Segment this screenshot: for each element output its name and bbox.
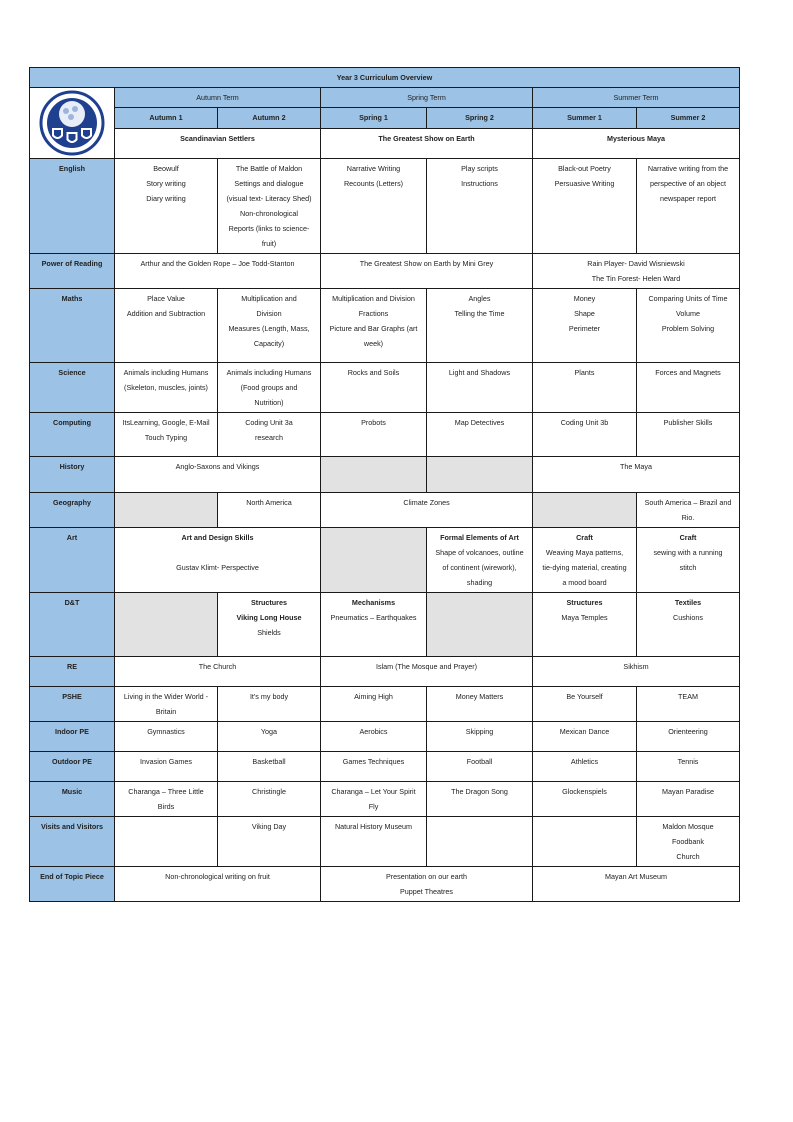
cell-line: Fractions: [358, 309, 389, 318]
cell-line: TEAM: [678, 692, 698, 701]
curriculum-table: [29, 67, 740, 902]
cell-line: Problem Solving: [661, 324, 715, 333]
cell-history-spring-2-empty: [427, 457, 533, 493]
cell-outdoor-pe-spring-1: [321, 752, 427, 782]
cell-line: Addition and Subtraction: [126, 309, 206, 318]
row-pshe: [30, 687, 740, 722]
title-row: [30, 68, 740, 88]
term-spring: Spring Term: [321, 88, 533, 108]
cell-indoor-pe-spring-2: [427, 722, 533, 752]
cell-geography-autumn-2: [218, 493, 321, 528]
cell-pshe-autumn-1: [115, 687, 218, 722]
cell-line: Arthur and the Golden Rope – Joe Todd-Stanton: [140, 259, 295, 268]
cell-line: The Dragon Song: [451, 787, 508, 796]
cell-line: Reports (links to science-: [228, 224, 310, 233]
cell-line: Gymnastics: [147, 727, 185, 736]
term-autumn: Autumn Term: [115, 88, 321, 108]
cell-line: Money: [573, 294, 596, 303]
cell-end-topic-summer: [533, 867, 740, 902]
topic-summer: Mysterious Maya: [533, 128, 740, 158]
cell-line: shading: [466, 578, 493, 587]
cell-maths-autumn-2: [218, 289, 321, 363]
cell-line: Narrative Writing: [346, 164, 401, 173]
cell-line: Perimeter: [568, 324, 601, 333]
cell-line: Be Yourself: [566, 692, 603, 701]
cell-line: Beowulf: [153, 164, 179, 173]
cell-re-autumn: [115, 657, 321, 687]
cell-line: Aiming High: [354, 692, 393, 701]
subject-label: End of Topic Piece: [30, 867, 115, 902]
cell-english-spring-2: [427, 159, 533, 254]
cell-dt-spring-1: [321, 593, 427, 657]
cell-line: Yoga: [260, 727, 278, 736]
topic-autumn: Scandinavian Settlers: [115, 128, 321, 158]
cell-line: sewing with a running: [653, 548, 723, 557]
cell-line: Animals including Humans: [226, 368, 312, 377]
page-title: Year 3 Curriculum Overview: [30, 68, 740, 88]
half-autumn-1: Autumn 1: [115, 108, 218, 128]
dt-summer-1-heading: Structures: [566, 598, 603, 607]
cell-line: Narrative writing from the: [647, 164, 729, 173]
cell-line: Birds: [157, 802, 175, 811]
cell-line: Capacity): [253, 339, 285, 348]
cell-line: fruit): [261, 239, 277, 248]
cell-re-spring: [321, 657, 533, 687]
cell-history-spring-1-empty: [321, 457, 427, 493]
row-maths: [30, 289, 740, 363]
half-autumn-2: Autumn 2: [218, 108, 321, 128]
cell-line: Picture and Bar Graphs (art: [329, 324, 418, 333]
cell-line: Non-chronological writing on fruit: [165, 872, 270, 881]
cell-line: Church: [676, 852, 700, 861]
subject-label: D&T: [30, 593, 115, 657]
cell-science-autumn-1: [115, 363, 218, 413]
cell-music-spring-2: [427, 782, 533, 817]
cell-line: Measures (Length, Mass,: [228, 324, 310, 333]
cell-outdoor-pe-summer-1: [533, 752, 637, 782]
cell-outdoor-pe-autumn-2: [218, 752, 321, 782]
cell-dt-summer-2: [637, 593, 740, 657]
cell-line: Rocks and Soils: [347, 368, 400, 377]
half-summer-1: Summer 1: [533, 108, 637, 128]
art-spring-2-heading: Formal Elements of Art: [440, 533, 519, 542]
cell-line: Puppet Theatres: [399, 887, 453, 896]
row-english: [30, 159, 740, 254]
row-history: [30, 457, 740, 493]
cell-line: Gustav Klimt- Perspective: [176, 563, 259, 572]
cell-line: Sikhism: [623, 662, 649, 671]
cell-reading-autumn: [115, 254, 321, 289]
dt-spring-1-heading: Mechanisms: [351, 598, 396, 607]
cell-art-summer-1: [533, 528, 637, 593]
cell-line: Living in the Wider World -: [123, 692, 209, 701]
row-indoor-pe: [30, 722, 740, 752]
cell-music-autumn-1: [115, 782, 218, 817]
cell-computing-summer-1: [533, 413, 637, 457]
cell-dt-spring-2-empty: [427, 593, 533, 657]
cell-pshe-summer-1: [533, 687, 637, 722]
subject-label: History: [30, 457, 115, 493]
cell-line: Black-out Poetry: [558, 164, 611, 173]
cell-outdoor-pe-autumn-1: [115, 752, 218, 782]
cell-line: Anglo-Saxons and Vikings: [175, 462, 260, 471]
art-autumn-lines: [118, 560, 317, 575]
cell-line: Games Techniques: [342, 757, 405, 766]
cell-science-autumn-2: [218, 363, 321, 413]
cell-line: Invasion Games: [140, 757, 192, 766]
cell-line: The Tin Forest- Helen Ward: [591, 274, 681, 283]
half-summer-2: Summer 2: [637, 108, 740, 128]
cell-dt-summer-1: [533, 593, 637, 657]
cell-line: Story writing: [146, 179, 186, 188]
cell-line: Cushions: [673, 613, 703, 622]
cell-line: Basketball: [252, 757, 286, 766]
term-summer: Summer Term: [533, 88, 740, 108]
row-music: [30, 782, 740, 817]
cell-line: Rain Player- David Wisniewski: [587, 259, 685, 268]
cell-maths-spring-2: [427, 289, 533, 363]
subject-label: Computing: [30, 413, 115, 457]
cell-line: Non-chronological: [240, 209, 298, 218]
cell-line: Fly: [368, 802, 379, 811]
art-autumn-spacer: [118, 545, 317, 560]
cell-art-summer-2: [637, 528, 740, 593]
cell-geography-summer-1-empty: [533, 493, 637, 528]
cell-end-topic-autumn: [115, 867, 321, 902]
cell-line: (Skeleton, muscles, joints): [124, 383, 208, 392]
row-visits: [30, 817, 740, 867]
cell-line: Settings and dialogue: [234, 179, 304, 188]
cell-computing-autumn-1: [115, 413, 218, 457]
dt-summer-2-lines: [640, 610, 736, 625]
cell-computing-autumn-2: [218, 413, 321, 457]
cell-computing-spring-2: [427, 413, 533, 457]
row-geography: [30, 493, 740, 528]
cell-line: Charanga – Three Little: [128, 787, 204, 796]
cell-line: Instructions: [461, 179, 498, 188]
cell-re-summer: [533, 657, 740, 687]
dt-autumn-2-heading: Structures: [251, 598, 287, 607]
cell-line: Mayan Paradise: [662, 787, 714, 796]
cell-line: Skipping: [465, 727, 494, 736]
cell-line: Football: [466, 757, 493, 766]
cell-art-spring-1-empty: [321, 528, 427, 593]
cell-line: week): [363, 339, 384, 348]
cell-line: It's my body: [249, 692, 289, 701]
cell-line: Publisher Skills: [663, 418, 713, 427]
school-logo: [30, 88, 115, 159]
cell-line: Foodbank: [672, 837, 704, 846]
cell-visits-spring-1: [321, 817, 427, 867]
cell-dt-autumn-1-empty: [115, 593, 218, 657]
topics-row: [30, 128, 740, 158]
cell-line: ItsLearning, Google, E-Mail: [122, 418, 210, 427]
row-art: [30, 528, 740, 593]
cell-line: Shields: [257, 628, 281, 637]
cell-english-autumn-1: [115, 159, 218, 254]
cell-line: The Church: [198, 662, 237, 671]
cell-line: Light and Shadows: [448, 368, 511, 377]
halves-row: [30, 108, 740, 128]
cell-line: South America – Brazil and: [644, 498, 732, 507]
cell-line: Climate Zones: [403, 498, 450, 507]
art-autumn-heading: Art and Design Skills: [181, 533, 254, 542]
cell-art-spring-2: [427, 528, 533, 593]
cell-line: Britain: [155, 707, 177, 716]
cell-line: Persuasive Writing: [554, 179, 615, 188]
terms-row: [30, 88, 740, 108]
cell-computing-spring-1: [321, 413, 427, 457]
cell-outdoor-pe-summer-2: [637, 752, 740, 782]
dt-autumn-2-subheading: Viking Long House: [236, 613, 302, 622]
cell-line: Christingle: [252, 787, 286, 796]
cell-line: Tennis: [677, 757, 699, 766]
cell-line: Weaving Maya patterns,: [545, 548, 624, 557]
subject-label: Power of Reading: [30, 254, 115, 289]
subject-label: RE: [30, 657, 115, 687]
cell-line: Plants: [574, 368, 595, 377]
cell-line: The Greatest Show on Earth by Mini Grey: [359, 259, 494, 268]
cell-english-autumn-2: [218, 159, 321, 254]
dt-summer-1-lines: [536, 610, 633, 625]
cell-pshe-autumn-2: [218, 687, 321, 722]
cell-line: Place Value: [147, 294, 185, 303]
cell-maths-summer-2: [637, 289, 740, 363]
cell-geography-autumn-1-empty: [115, 493, 218, 528]
cell-line: Mayan Art Museum: [605, 872, 667, 881]
cell-line: Probots: [361, 418, 386, 427]
cell-geography-summer-2: [637, 493, 740, 528]
cell-pshe-summer-2: [637, 687, 740, 722]
subject-label: Music: [30, 782, 115, 817]
cell-line: Diary writing: [146, 194, 186, 203]
cell-line: of continent (wirework),: [442, 563, 517, 572]
subject-label: Indoor PE: [30, 722, 115, 752]
art-summer-1-heading: Craft: [576, 533, 593, 542]
art-summer-2-lines: [640, 545, 736, 575]
cell-line: Shape of volcanoes, outline: [435, 548, 524, 557]
cell-indoor-pe-autumn-2: [218, 722, 321, 752]
subject-label: Outdoor PE: [30, 752, 115, 782]
cell-english-summer-1: [533, 159, 637, 254]
cell-line: Athletics: [570, 757, 599, 766]
cell-visits-autumn-1-empty: [115, 817, 218, 867]
cell-line: Natural History Museum: [334, 822, 413, 831]
cell-outdoor-pe-spring-2: [427, 752, 533, 782]
cell-line: a mood board: [562, 578, 607, 587]
cell-indoor-pe-summer-2: [637, 722, 740, 752]
cell-music-autumn-2: [218, 782, 321, 817]
cell-line: Division: [256, 309, 282, 318]
cell-maths-summer-1: [533, 289, 637, 363]
cell-line: Telling the Time: [454, 309, 505, 318]
cell-line: Islam (The Mosque and Prayer): [375, 662, 478, 671]
cell-maths-autumn-1: [115, 289, 218, 363]
cell-music-spring-1: [321, 782, 427, 817]
cell-line: Money Matters: [455, 692, 504, 701]
cell-english-summer-2: [637, 159, 740, 254]
school-crest-icon: [38, 90, 106, 156]
cell-line: (visual text- Literacy Shed): [226, 194, 312, 203]
cell-line: Coding Unit 3a: [245, 418, 293, 427]
art-summer-2-heading: Craft: [679, 533, 697, 542]
cell-computing-summer-2: [637, 413, 740, 457]
cell-dt-autumn-2: [218, 593, 321, 657]
subject-label: English: [30, 159, 115, 254]
cell-line: Recounts (Letters): [343, 179, 404, 188]
dt-autumn-2-lines: [221, 625, 317, 640]
cell-pshe-spring-1: [321, 687, 427, 722]
cell-line: Maya Temples: [561, 613, 608, 622]
row-re: [30, 657, 740, 687]
cell-line: Coding Unit 3b: [560, 418, 609, 427]
cell-line: Viking Day: [251, 822, 287, 831]
subject-label: Science: [30, 363, 115, 413]
cell-visits-summer-1-empty: [533, 817, 637, 867]
cell-end-topic-spring: [321, 867, 533, 902]
cell-line: research: [255, 433, 283, 442]
cell-line: Angles: [468, 294, 491, 303]
row-computing: [30, 413, 740, 457]
cell-line: Aerobics: [359, 727, 388, 736]
cell-line: Presentation on our earth: [385, 872, 468, 881]
cell-line: Forces and Magnets: [655, 368, 721, 377]
cell-visits-spring-2-empty: [427, 817, 533, 867]
cell-line: Multiplication and: [241, 294, 297, 303]
cell-history-autumn: [115, 457, 321, 493]
cell-line: The Maya: [620, 462, 652, 471]
cell-line: Pneumatics – Earthquakes: [330, 613, 417, 622]
cell-line: Shape: [574, 309, 595, 318]
cell-line: Orienteering: [668, 727, 708, 736]
half-spring-1: Spring 1: [321, 108, 427, 128]
subject-label: Art: [30, 528, 115, 593]
cell-line: Comparing Units of Time: [648, 294, 728, 303]
cell-line: stitch: [679, 563, 697, 572]
art-summer-1-lines: [536, 545, 633, 590]
cell-line: Multiplication and Division: [332, 294, 415, 303]
cell-reading-spring: [321, 254, 533, 289]
cell-indoor-pe-autumn-1: [115, 722, 218, 752]
half-spring-2: Spring 2: [427, 108, 533, 128]
cell-science-summer-2: [637, 363, 740, 413]
cell-line: Play scripts: [461, 164, 498, 173]
cell-line: Animals including Humans: [123, 368, 209, 377]
row-end-topic: [30, 867, 740, 902]
cell-line: The Battle of Maldon: [235, 164, 303, 173]
cell-history-summer: [533, 457, 740, 493]
cell-visits-autumn-2: [218, 817, 321, 867]
cell-line: Maldon Mosque: [662, 822, 714, 831]
dt-summer-2-heading: Textiles: [674, 598, 702, 607]
cell-pshe-spring-2: [427, 687, 533, 722]
row-dt: [30, 593, 740, 657]
row-science: [30, 363, 740, 413]
row-outdoor-pe: [30, 752, 740, 782]
cell-indoor-pe-summer-1: [533, 722, 637, 752]
cell-science-summer-1: [533, 363, 637, 413]
cell-line: Nutrition): [254, 398, 284, 407]
cell-geography-spring: [321, 493, 533, 528]
cell-visits-summer-2: [637, 817, 740, 867]
topic-spring: The Greatest Show on Earth: [321, 128, 533, 158]
cell-music-summer-2: [637, 782, 740, 817]
subject-label: Geography: [30, 493, 115, 528]
cell-music-summer-1: [533, 782, 637, 817]
art-spring-2-lines: [430, 545, 529, 590]
cell-english-spring-1: [321, 159, 427, 254]
cell-line: Mexican Dance: [559, 727, 610, 736]
cell-line: Rio.: [681, 513, 695, 522]
subject-label: PSHE: [30, 687, 115, 722]
cell-science-spring-1: [321, 363, 427, 413]
subject-label: Maths: [30, 289, 115, 363]
cell-maths-spring-1: [321, 289, 427, 363]
cell-line: perspective of an object: [650, 179, 726, 188]
cell-line: tie-dying material, creating: [542, 563, 627, 572]
cell-line: newspaper report: [660, 194, 716, 203]
cell-line: (Food groups and: [240, 383, 298, 392]
cell-line: Touch Typing: [144, 433, 188, 442]
cell-line: Volume: [676, 309, 700, 318]
cell-line: Glockenspiels: [562, 787, 607, 796]
cell-reading-summer: [533, 254, 740, 289]
subject-label: Visits and Visitors: [30, 817, 115, 867]
row-reading: [30, 254, 740, 289]
cell-indoor-pe-spring-1: [321, 722, 427, 752]
dt-spring-1-lines: [324, 610, 423, 625]
cell-line: Map Detectives: [454, 418, 505, 427]
cell-art-autumn: [115, 528, 321, 593]
cell-line: Charanga – Let Your Spirit: [331, 787, 416, 796]
cell-line: North America: [246, 498, 292, 507]
cell-science-spring-2: [427, 363, 533, 413]
